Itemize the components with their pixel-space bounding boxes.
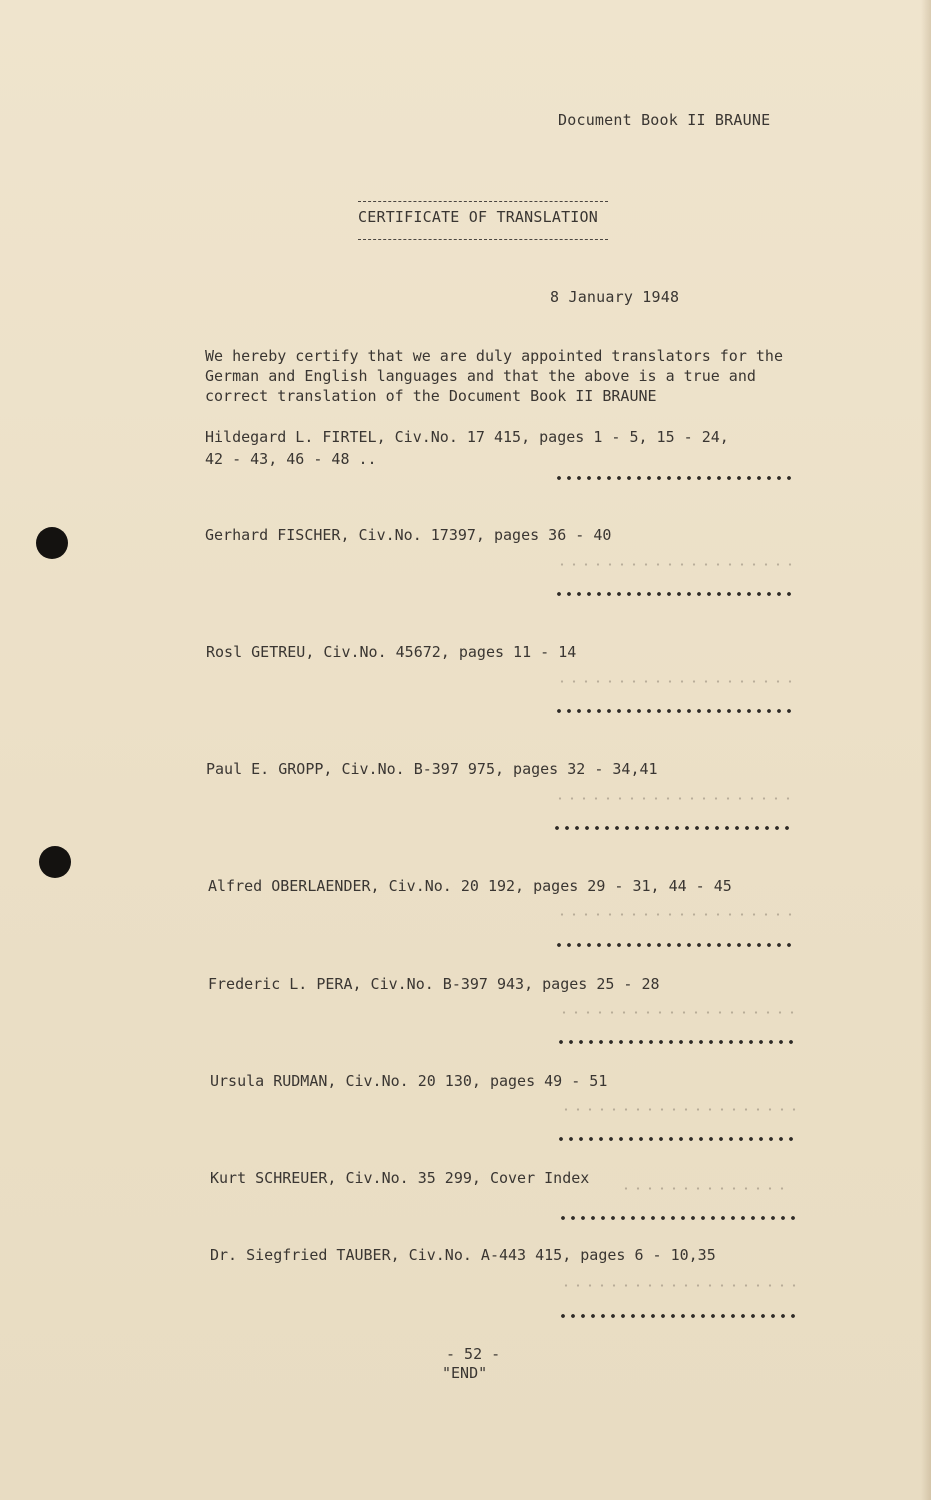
- signature-line-getreu: [554, 708, 796, 714]
- signature-line-oberlaender: [554, 942, 796, 948]
- signature-line-schreuer: [558, 1215, 800, 1221]
- translator-entry-pera: Frederic L. PERA, Civ.No. B-397 943, pages 25 - 28: [208, 975, 660, 993]
- translator-entry-rudman: Ursula RUDMAN, Civ.No. 20 130, pages 49 - 51: [210, 1072, 608, 1090]
- signature-line-rudman: [556, 1136, 798, 1142]
- page-edge-shadow: [921, 0, 931, 1500]
- signature-space-gropp: [554, 797, 794, 800]
- punch-hole-top: [36, 527, 68, 559]
- signature-line-tauber: [558, 1313, 800, 1319]
- signature-space-schreuer: [620, 1187, 790, 1190]
- certification-line-3: correct translation of the Document Book II BRAUNE: [205, 387, 657, 405]
- title-rule-bottom: [358, 239, 608, 240]
- page-number: - 52 -: [446, 1345, 501, 1363]
- certification-line-2: German and English languages and that the above is a true and: [205, 367, 756, 385]
- translator-entry-getreu: Rosl GETREU, Civ.No. 45672, pages 11 - 14: [206, 643, 577, 661]
- title-rule-top: [358, 201, 608, 202]
- translator-entry-fischer: Gerhard FISCHER, Civ.No. 17397, pages 36 - 40: [205, 526, 612, 544]
- signature-line-pera: [556, 1039, 798, 1045]
- signature-space-getreu: [556, 680, 796, 683]
- translator-entry-firtel-line-1: Hildegard L. FIRTEL, Civ.No. 17 415, pages 1 - 5, 15 - 24,: [205, 428, 729, 446]
- signature-line-firtel: [554, 475, 796, 481]
- translator-entry-oberlaender: Alfred OBERLAENDER, Civ.No. 20 192, pages 29 - 31, 44 - 45: [208, 877, 732, 895]
- translator-entry-schreuer: Kurt SCHREUER, Civ.No. 35 299, Cover Index: [210, 1169, 590, 1187]
- punch-hole-bottom: [39, 846, 71, 878]
- translator-entry-firtel-line-2: 42 - 43, 46 - 48 ..: [205, 450, 377, 468]
- certificate-date: 8 January 1948: [550, 288, 680, 306]
- signature-space-tauber: [560, 1284, 800, 1287]
- certificate-title: CERTIFICATE OF TRANSLATION: [358, 208, 598, 226]
- signature-space-oberlaender: [556, 913, 796, 916]
- signature-line-gropp: [552, 825, 794, 831]
- end-mark: "END": [442, 1364, 488, 1382]
- certification-line-1: We hereby certify that we are duly appointed translators for the: [205, 347, 783, 365]
- signature-line-fischer: [554, 591, 796, 597]
- document-reference: Document Book II BRAUNE: [558, 111, 771, 129]
- translator-entry-tauber: Dr. Siegfried TAUBER, Civ.No. A-443 415, pages 6 - 10,35: [210, 1246, 716, 1264]
- signature-space-pera: [558, 1011, 798, 1014]
- signature-space-rudman: [560, 1108, 800, 1111]
- signature-space-fischer: [556, 563, 796, 566]
- certification-paragraph: [205, 346, 845, 406]
- translator-entry-gropp: Paul E. GROPP, Civ.No. B-397 975, pages 32 - 34,41: [206, 760, 658, 778]
